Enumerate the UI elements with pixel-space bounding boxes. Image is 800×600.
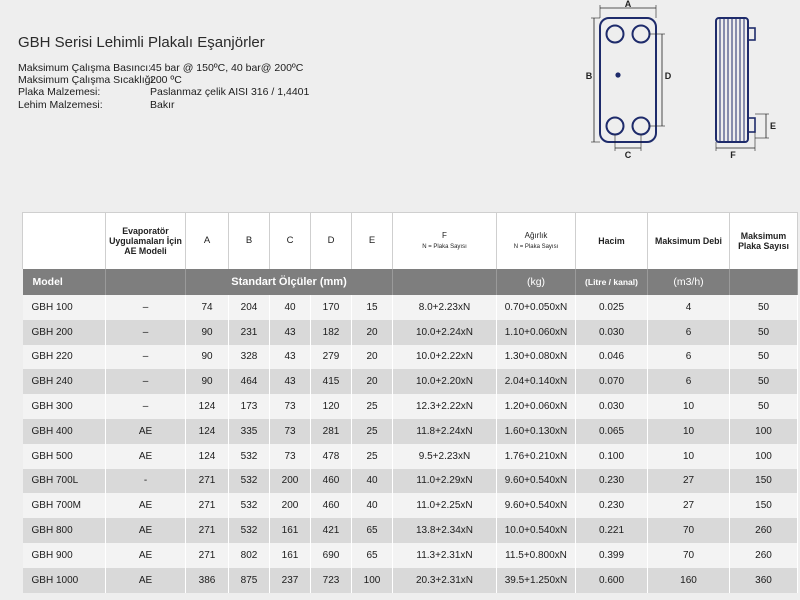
cell-b: 532	[229, 469, 270, 494]
table-row	[23, 320, 798, 345]
specification-table	[22, 212, 798, 593]
cell-model: GBH 200	[23, 320, 106, 345]
cell-max-plates: 50	[730, 295, 798, 320]
cell-a: 124	[186, 419, 229, 444]
cell-weight: 1.60+0.130xN	[497, 419, 576, 444]
cell-max-flow: 6	[648, 320, 730, 345]
units-empty	[393, 269, 497, 295]
cell-b: 532	[229, 493, 270, 518]
cell-e: 20	[352, 369, 393, 394]
cell-f: 20.3+2.31xN	[393, 568, 497, 593]
cell-volume: 0.025	[576, 295, 648, 320]
dim-label-f: F	[730, 150, 736, 160]
cell-ae-model: –	[106, 320, 186, 345]
cell-model: GBH 300	[23, 394, 106, 419]
cell-weight: 39.5+1.250xN	[497, 568, 576, 593]
cell-c: 237	[270, 568, 311, 593]
table-row	[23, 568, 798, 593]
cell-model: GBH 240	[23, 369, 106, 394]
plate-front-outline	[600, 18, 656, 142]
cell-d: 170	[311, 295, 352, 320]
header-f: F N = Plaka Sayısı	[393, 213, 497, 270]
cell-c: 43	[270, 369, 311, 394]
cell-volume: 0.399	[576, 543, 648, 568]
header-a: A	[186, 213, 229, 270]
cell-c: 43	[270, 320, 311, 345]
header-model	[23, 213, 106, 270]
cell-b: 464	[229, 369, 270, 394]
cell-d: 279	[311, 345, 352, 370]
cell-max-flow: 4	[648, 295, 730, 320]
cell-model: GBH 500	[23, 444, 106, 469]
cell-ae-model: AE	[106, 543, 186, 568]
cell-d: 415	[311, 369, 352, 394]
cell-weight: 1.30+0.080xN	[497, 345, 576, 370]
cell-f: 10.0+2.24xN	[393, 320, 497, 345]
cell-e: 40	[352, 469, 393, 494]
dim-label-e: E	[769, 121, 777, 131]
cell-model: GBH 900	[23, 543, 106, 568]
table-row	[23, 394, 798, 419]
cell-volume: 0.070	[576, 369, 648, 394]
port-bottom-left	[607, 118, 624, 135]
cell-b: 802	[229, 543, 270, 568]
cell-a: 124	[186, 394, 229, 419]
dim-label-c: C	[624, 150, 632, 160]
cell-d: 723	[311, 568, 352, 593]
table-row	[23, 543, 798, 568]
cell-f: 11.3+2.31xN	[393, 543, 497, 568]
cell-max-flow: 6	[648, 369, 730, 394]
cell-c: 43	[270, 345, 311, 370]
spec-value: 45 bar @ 150ºC, 40 bar@ 200ºC	[150, 62, 304, 74]
cell-volume: 0.100	[576, 444, 648, 469]
cell-f: 10.0+2.22xN	[393, 345, 497, 370]
cell-ae-model: AE	[106, 518, 186, 543]
cell-b: 335	[229, 419, 270, 444]
cell-model: GBH 1000	[23, 568, 106, 593]
port-top-right	[633, 26, 650, 43]
cell-weight: 9.60+0.540xN	[497, 469, 576, 494]
cell-max-plates: 260	[730, 543, 798, 568]
table-row	[23, 444, 798, 469]
units-flow: (m3/h)	[648, 269, 730, 295]
spec-label: Plaka Malzemesi:	[18, 86, 101, 99]
cell-f: 13.8+2.34xN	[393, 518, 497, 543]
cell-c: 200	[270, 493, 311, 518]
header-weight: Ağırlık N = Plaka Sayısı	[497, 213, 576, 270]
table-row	[23, 345, 798, 370]
spec-label: Maksimum Çalışma Sıcaklığı:	[18, 74, 157, 87]
table-header-row	[23, 213, 798, 270]
cell-f: 11.0+2.29xN	[393, 469, 497, 494]
cell-model: GBH 100	[23, 295, 106, 320]
dimension-drawing	[570, 0, 790, 170]
cell-weight: 9.60+0.540xN	[497, 493, 576, 518]
cell-volume: 0.030	[576, 320, 648, 345]
cell-a: 271	[186, 469, 229, 494]
cell-model: GBH 700M	[23, 493, 106, 518]
cell-weight: 10.0+0.540xN	[497, 518, 576, 543]
cell-model: GBH 700L	[23, 469, 106, 494]
table-row	[23, 518, 798, 543]
cell-e: 40	[352, 493, 393, 518]
cell-weight: 2.04+0.140xN	[497, 369, 576, 394]
cell-model: GBH 400	[23, 419, 106, 444]
cell-ae-model: AE	[106, 419, 186, 444]
cell-a: 90	[186, 320, 229, 345]
dim-label-d: D	[664, 71, 672, 81]
cell-max-flow: 70	[648, 543, 730, 568]
cell-weight: 1.76+0.210xN	[497, 444, 576, 469]
cell-e: 25	[352, 394, 393, 419]
cell-weight: 1.10+0.060xN	[497, 320, 576, 345]
cell-max-plates: 360	[730, 568, 798, 593]
cell-c: 161	[270, 543, 311, 568]
cell-c: 200	[270, 469, 311, 494]
cell-e: 15	[352, 295, 393, 320]
side-connection-bottom	[748, 118, 755, 132]
cell-max-flow: 6	[648, 345, 730, 370]
cell-max-plates: 100	[730, 419, 798, 444]
cell-c: 73	[270, 394, 311, 419]
cell-b: 328	[229, 345, 270, 370]
cell-d: 478	[311, 444, 352, 469]
cell-max-flow: 70	[648, 518, 730, 543]
cell-volume: 0.065	[576, 419, 648, 444]
cell-e: 20	[352, 345, 393, 370]
cell-ae-model: AE	[106, 568, 186, 593]
header-e: E	[352, 213, 393, 270]
cell-b: 173	[229, 394, 270, 419]
page-title: GBH Serisi Lehimli Plakalı Eşanjörler	[18, 34, 265, 51]
cell-c: 73	[270, 444, 311, 469]
cell-ae-model: –	[106, 295, 186, 320]
cell-max-flow: 10	[648, 394, 730, 419]
cell-a: 386	[186, 568, 229, 593]
cell-f: 11.8+2.24xN	[393, 419, 497, 444]
port-bottom-right	[633, 118, 650, 135]
dim-label-a: A	[624, 0, 632, 9]
cell-max-plates: 100	[730, 444, 798, 469]
cell-volume: 0.030	[576, 394, 648, 419]
cell-max-flow: 27	[648, 469, 730, 494]
cell-volume: 0.221	[576, 518, 648, 543]
header-volume: Hacim	[576, 213, 648, 270]
plate-stack-lines	[720, 18, 744, 142]
units-row	[23, 269, 798, 295]
cell-max-flow: 10	[648, 444, 730, 469]
units-empty	[730, 269, 798, 295]
cell-max-flow: 27	[648, 493, 730, 518]
cell-a: 124	[186, 444, 229, 469]
cell-max-plates: 50	[730, 320, 798, 345]
cell-d: 281	[311, 419, 352, 444]
cell-volume: 0.600	[576, 568, 648, 593]
cell-a: 271	[186, 493, 229, 518]
cell-d: 182	[311, 320, 352, 345]
cell-d: 120	[311, 394, 352, 419]
cell-e: 65	[352, 543, 393, 568]
cell-max-flow: 160	[648, 568, 730, 593]
cell-max-plates: 150	[730, 469, 798, 494]
header-d: D	[311, 213, 352, 270]
spec-value: 200 ºC	[150, 74, 182, 87]
cell-a: 74	[186, 295, 229, 320]
cell-d: 460	[311, 493, 352, 518]
cell-ae-model: AE	[106, 444, 186, 469]
header-b: B	[229, 213, 270, 270]
cell-c: 161	[270, 518, 311, 543]
units-model: Model	[23, 269, 106, 295]
cell-f: 8.0+2.23xN	[393, 295, 497, 320]
cell-max-plates: 50	[730, 369, 798, 394]
cell-c: 40	[270, 295, 311, 320]
dim-label-b: B	[585, 71, 593, 81]
table-row	[23, 493, 798, 518]
cell-max-plates: 150	[730, 493, 798, 518]
table-row	[23, 369, 798, 394]
units-volume: (Litre / kanal)	[576, 269, 648, 295]
cell-max-plates: 260	[730, 518, 798, 543]
cell-f: 9.5+2.23xN	[393, 444, 497, 469]
cell-f: 12.3+2.22xN	[393, 394, 497, 419]
cell-b: 875	[229, 568, 270, 593]
cell-b: 532	[229, 444, 270, 469]
spec-label: Lehim Malzemesi:	[18, 98, 103, 111]
header-max-plates: Maksimum Plaka Sayısı	[730, 213, 798, 270]
cell-volume: 0.230	[576, 469, 648, 494]
cell-b: 204	[229, 295, 270, 320]
cell-ae-model: –	[106, 345, 186, 370]
cell-max-flow: 10	[648, 419, 730, 444]
table-row	[23, 469, 798, 494]
cell-a: 271	[186, 518, 229, 543]
spec-value: Paslanmaz çelik AISI 316 / 1,4401	[150, 86, 310, 99]
cell-volume: 0.046	[576, 345, 648, 370]
header-max-flow: Maksimum Debi	[648, 213, 730, 270]
cell-e: 65	[352, 518, 393, 543]
cell-d: 460	[311, 469, 352, 494]
cell-e: 20	[352, 320, 393, 345]
cell-b: 231	[229, 320, 270, 345]
units-weight: (kg)	[497, 269, 576, 295]
cell-e: 25	[352, 419, 393, 444]
port-top-left	[607, 26, 624, 43]
cell-weight: 1.20+0.060xN	[497, 394, 576, 419]
table-row	[23, 419, 798, 444]
cell-c: 73	[270, 419, 311, 444]
table-row	[23, 295, 798, 320]
side-connection-top	[748, 28, 755, 40]
cell-ae-model: AE	[106, 493, 186, 518]
cell-ae-model: –	[106, 394, 186, 419]
header-evaporator: Evaporatör Uygulamaları İçin AE Modeli	[106, 213, 186, 270]
cell-max-plates: 50	[730, 345, 798, 370]
cell-ae-model: -	[106, 469, 186, 494]
cell-ae-model: –	[106, 369, 186, 394]
cell-weight: 11.5+0.800xN	[497, 543, 576, 568]
cell-weight: 0.70+0.050xN	[497, 295, 576, 320]
spec-label: Maksimum Çalışma Basıncı:	[18, 62, 152, 74]
cell-model: GBH 220	[23, 345, 106, 370]
cell-model: GBH 800	[23, 518, 106, 543]
center-dot	[615, 72, 620, 77]
spec-value: Bakır	[150, 98, 175, 111]
cell-d: 690	[311, 543, 352, 568]
cell-a: 90	[186, 345, 229, 370]
cell-e: 25	[352, 444, 393, 469]
cell-b: 532	[229, 518, 270, 543]
cell-a: 90	[186, 369, 229, 394]
cell-e: 100	[352, 568, 393, 593]
units-empty	[106, 269, 186, 295]
cell-f: 11.0+2.25xN	[393, 493, 497, 518]
cell-d: 421	[311, 518, 352, 543]
cell-a: 271	[186, 543, 229, 568]
units-dimensions: Standart Ölçüler (mm)	[186, 269, 393, 295]
cell-f: 10.0+2.20xN	[393, 369, 497, 394]
header-c: C	[270, 213, 311, 270]
cell-volume: 0.230	[576, 493, 648, 518]
cell-max-plates: 50	[730, 394, 798, 419]
